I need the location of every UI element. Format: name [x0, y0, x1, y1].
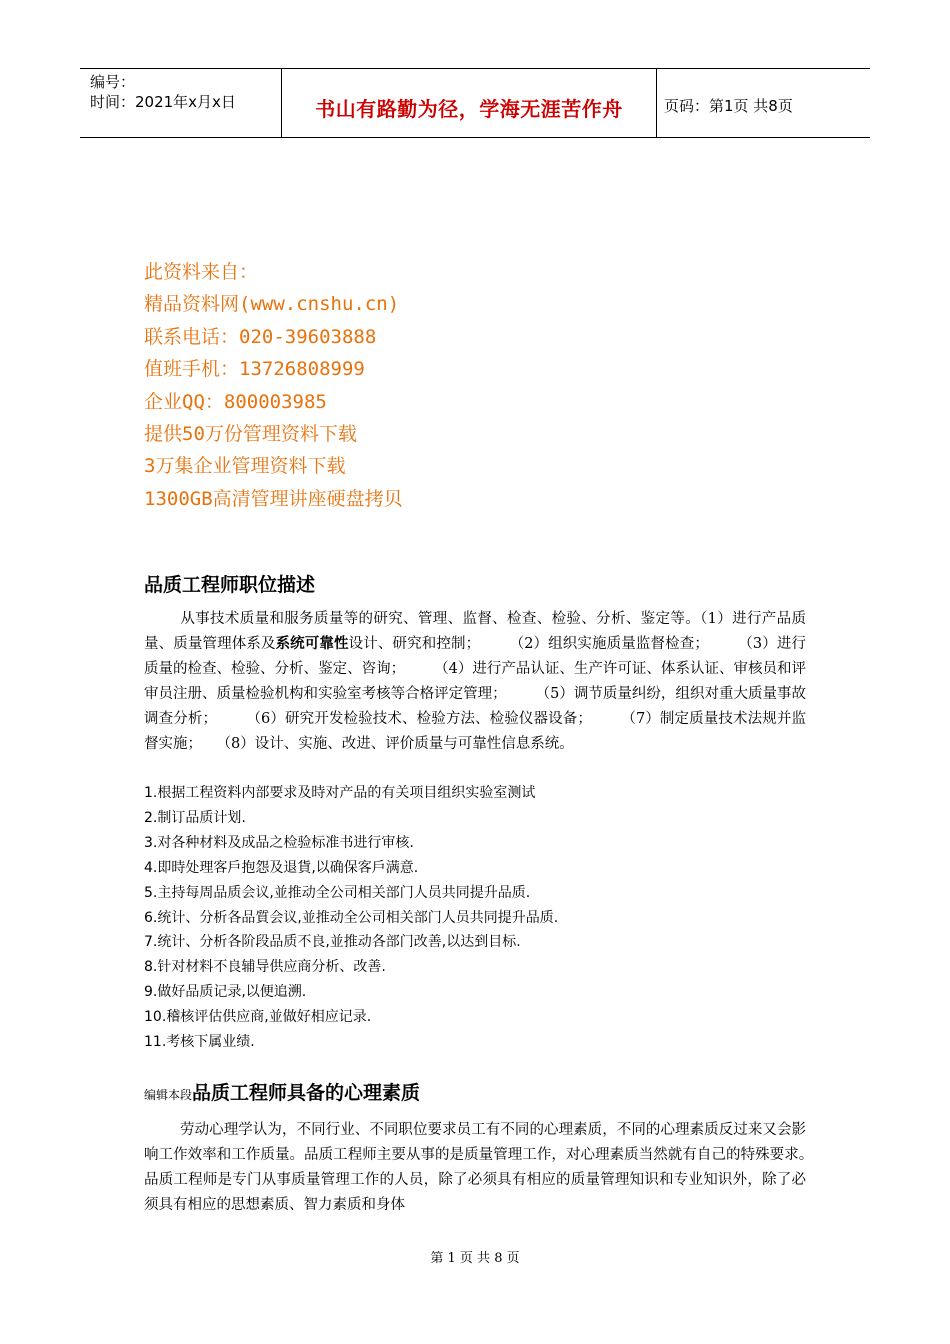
- list-item: 3.对各种材料及成品之检验标准书进行审核.: [144, 834, 414, 851]
- ad-line: 企业QQ：800003985: [144, 390, 327, 413]
- section1-title: 品质工程师职位描述: [144, 574, 316, 596]
- section2-text: 劳动心理学认为，不同行业、不同职位要求员工有不同的心理素质，不同的心理素质反过来又会影响工作效率和工作质量。品质工程师主要从事的是质量管理工作，对心理素质当然就有自己的特殊要求。 品质工程师是专门从事质量管理工作的人员，除了必须具有相应的质量管理知识和专业知识外，除了必须具有相应的思想素质、智力素质和身体: [144, 1122, 835, 1213]
- ad-line: 联系电话：020-39603888: [144, 325, 377, 348]
- section1-paragraph: [144, 607, 806, 757]
- list-item: 2.制订品质计划.: [144, 809, 246, 826]
- section2-title: 品质工程师具备的心理素质: [192, 1082, 421, 1104]
- ad-line: 1300GB高清管理讲座硬盘拷贝: [144, 487, 403, 510]
- list-item: 5.主持每周品质会议,並推动全公司相关部门人员共同提升品质.: [144, 884, 531, 901]
- duties-list: [144, 781, 558, 1055]
- edit-section-link[interactable]: 编辑本段: [144, 1088, 193, 1102]
- list-item: 1.根据工程资料内部要求及時对产品的有关项目组织实验室测试: [144, 785, 536, 801]
- ad-line: 精品资料网(www.cnshu.cn): [144, 293, 400, 316]
- list-item: 9.做好品质记录,以便追溯.: [144, 984, 307, 1001]
- list-item: 8.针对材料不良辅导供应商分析、改善.: [144, 959, 386, 976]
- ad-line: 提供50万份管理资料下载: [144, 423, 357, 446]
- section2-heading: [144, 1078, 420, 1105]
- code-label: 编号：: [90, 73, 136, 91]
- list-item: 10.稽核评估供应商,並做好相应记录.: [144, 1009, 372, 1026]
- para-part-a: （1）进行产品质量、质量管理体系及: [144, 611, 806, 652]
- header-info-cell: [80, 69, 281, 137]
- list-item: 11.考核下属业绩.: [144, 1034, 255, 1051]
- page-number-label: 页码：第1页 共8页: [664, 97, 793, 115]
- list-item: 7.统计、分析各阶段品质不良,並推动各部门改善,以达到目标.: [144, 934, 521, 951]
- section2-paragraph: [144, 1118, 835, 1218]
- ad-line: 值班手机：13726808999: [144, 358, 365, 381]
- list-item: 4.即時处理客戶抱怨及退貨,以确保客戶满意.: [144, 859, 419, 876]
- para-part-b: 设计、研究和控制； （2）组织实施质量监督检查； （3）进行质量的检查、检验、分析、鉴定、咨询； （4）进行产品认证、生产许可证、体系认证、审核员和评审员注册、质量检验机构和实验室考核等合格评定管理； （5）调节质量纠纷，组织对重大质量事故调查分析； （6）研究开发检验技术、检验方法、检验仪器设备； （7）制定质量技术法规并监督实施； （8）设计、实施、改进、评价质量与可靠性信息系统。: [144, 636, 806, 752]
- list-item: 6.统计、分析各品質会议,並推动全公司相关部门人员共同提升品质.: [144, 909, 559, 926]
- header-page-cell: [656, 69, 870, 137]
- header-table: [80, 68, 870, 138]
- para-intro: 从事技术质量和服务质量等的研究、管理、监督、检查、检验、分析、鉴定等。: [180, 611, 701, 627]
- ad-line: 3万集企业管理资料下载: [144, 455, 346, 478]
- header-motto-cell: [281, 69, 657, 137]
- para-bold-term: 系统可靠性: [275, 636, 349, 652]
- ad-block: [144, 256, 403, 515]
- page-footer: 第 1 页 共 8 页: [430, 1251, 520, 1266]
- time-label: 时间：2021年x月x日: [90, 93, 236, 111]
- ad-line: 此资料来自：: [144, 261, 259, 283]
- motto: 书山有路勤为径，学海无涯苦作舟: [315, 97, 623, 121]
